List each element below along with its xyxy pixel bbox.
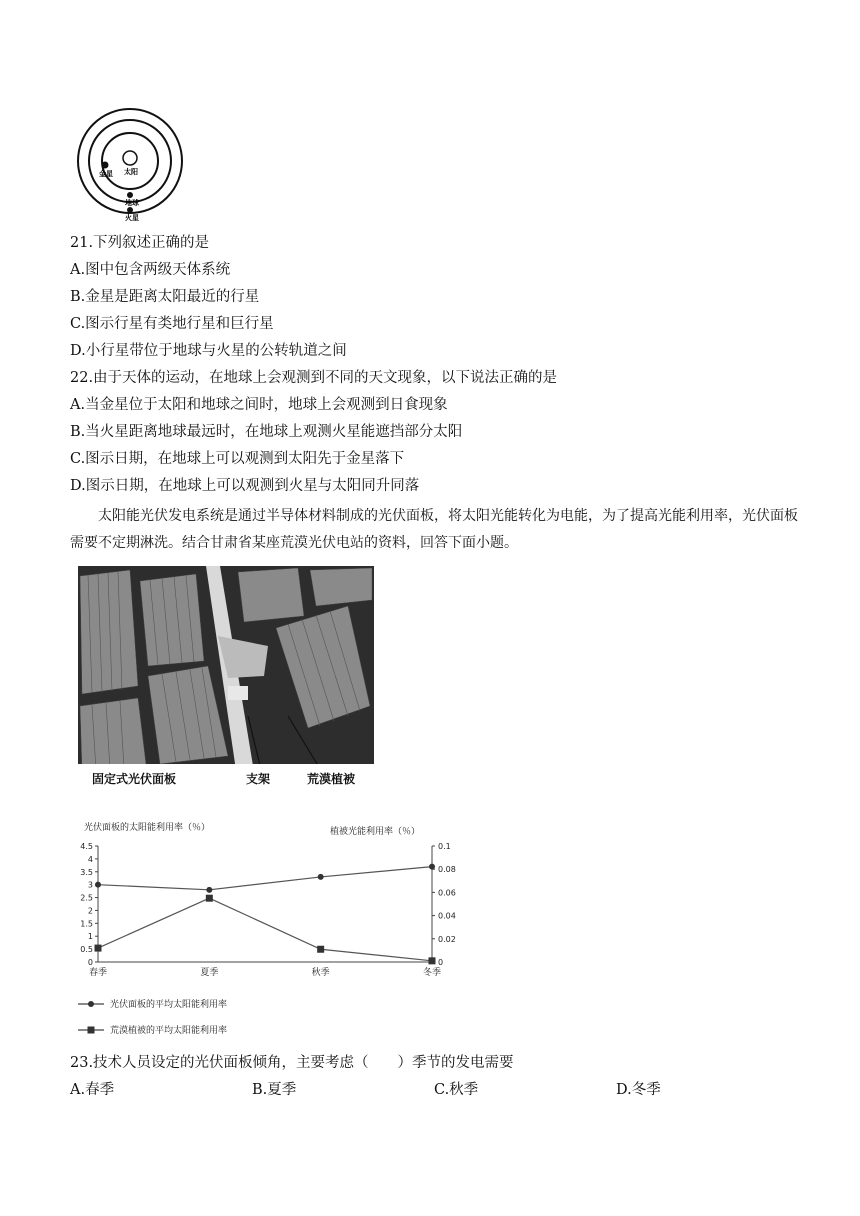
mars xyxy=(127,207,133,213)
right-tick-label: 0.06 xyxy=(438,888,456,898)
q23-option-a: A.春季 xyxy=(70,1082,115,1098)
q21-option-b: B.金星是距离太阳最近的行星 xyxy=(70,289,260,305)
label-fixed-pv-panel: 固定式光伏面板 xyxy=(92,772,177,786)
right-tick-label: 0.1 xyxy=(438,842,451,851)
right-tick-label: 0.08 xyxy=(438,865,456,875)
series-line-2 xyxy=(98,898,432,961)
left-axis-title: 光伏面板的太阳能利用率（％） xyxy=(84,823,211,833)
left-tick-label: 1 xyxy=(87,932,93,942)
legend-marker xyxy=(88,1001,94,1007)
left-tick-label: 4.5 xyxy=(80,842,93,851)
pv-station-photo xyxy=(78,566,374,784)
chart-series xyxy=(95,864,436,965)
data-point xyxy=(95,882,101,888)
category-label: 秋季 xyxy=(311,968,330,978)
right-tick-label: 0.02 xyxy=(438,934,456,944)
sun xyxy=(123,151,137,165)
right-axis-title: 植被光能利用率（％） xyxy=(330,827,421,837)
venus-label: 金星 xyxy=(99,170,113,178)
legend-label: 光伏面板的平均太阳能利用率 xyxy=(110,1000,228,1010)
utilization-line-chart xyxy=(70,818,480,1044)
label-desert-vegetation: 荒漠植被 xyxy=(307,772,356,786)
right-tick-label: 0.04 xyxy=(438,911,456,921)
left-tick-label: 0.5 xyxy=(80,945,93,955)
q22-stem: 22.由于天体的运动，在地球上会观测到不同的天文现象，以下说法正确的是 xyxy=(70,370,558,386)
data-point xyxy=(206,887,212,893)
right-tick-label: 0 xyxy=(438,958,444,967)
left-tick-label: 1.5 xyxy=(80,919,93,929)
label-bracket: 支架 xyxy=(246,772,271,786)
q22-option-c: C.图示日期，在地球上可以观测到太阳先于金星落下 xyxy=(70,451,405,467)
left-tick-label: 4 xyxy=(87,854,93,864)
left-tick-label: 3.5 xyxy=(80,867,93,877)
data-point xyxy=(95,945,102,952)
left-tick-label: 2 xyxy=(87,906,93,916)
data-point xyxy=(318,874,324,880)
q22-option-d: D.图示日期，在地球上可以观测到火星与太阳同升同落 xyxy=(70,478,420,494)
sun-label: 太阳 xyxy=(124,168,138,176)
left-tick-label: 3 xyxy=(87,880,93,890)
q21-stem: 21.下列叙述正确的是 xyxy=(70,235,210,251)
data-point xyxy=(429,864,435,870)
q23-option-c: C.秋季 xyxy=(434,1082,479,1098)
data-point xyxy=(317,946,324,953)
mars-label: 火星 xyxy=(125,214,139,222)
legend-label: 荒漠植被的平均太阳能利用率 xyxy=(110,1026,228,1036)
data-point xyxy=(429,957,436,964)
series-line-1 xyxy=(98,867,432,890)
category-label: 冬季 xyxy=(422,968,442,978)
chart-legend xyxy=(78,998,227,1036)
q23-option-b: B.夏季 xyxy=(252,1082,297,1098)
solar-orbit-figure xyxy=(72,108,192,224)
q21-option-c: C.图示行星有类地行星和巨行星 xyxy=(70,316,274,332)
q23-stem: 23.技术人员设定的光伏面板倾角，主要考虑（ ）季节的发电需要 xyxy=(70,1055,514,1071)
left-tick-label: 0 xyxy=(87,958,93,967)
category-label: 夏季 xyxy=(200,968,219,978)
intro-paragraph: 太阳能光伏发电系统是通过半导体材料制成的光伏面板，将太阳光能转化为电能，为了提高光能利用率，光伏面板需要不定期淋洗。结合甘肃省某座荒漠光伏电站的资料，回答下面小题。 xyxy=(70,508,798,551)
earth-label: 地球 xyxy=(125,199,139,207)
left-tick-label: 2.5 xyxy=(80,893,93,903)
q21-option-a: A.图中包含两级天体系统 xyxy=(70,262,231,278)
venus xyxy=(102,162,109,169)
earth xyxy=(127,192,133,198)
category-label: 春季 xyxy=(88,968,108,978)
q22-option-b: B.当火星距离地球最远时，在地球上观测火星能遮挡部分太阳 xyxy=(70,424,463,440)
legend-marker xyxy=(88,1027,95,1034)
q23-option-d: D.冬季 xyxy=(616,1082,661,1098)
data-point xyxy=(206,895,213,902)
q22-option-a: A.当金星位于太阳和地球之间时，地球上会观测到日食现象 xyxy=(70,397,448,413)
q21-option-d: D.小行星带位于地球与火星的公转轨道之间 xyxy=(70,343,347,359)
